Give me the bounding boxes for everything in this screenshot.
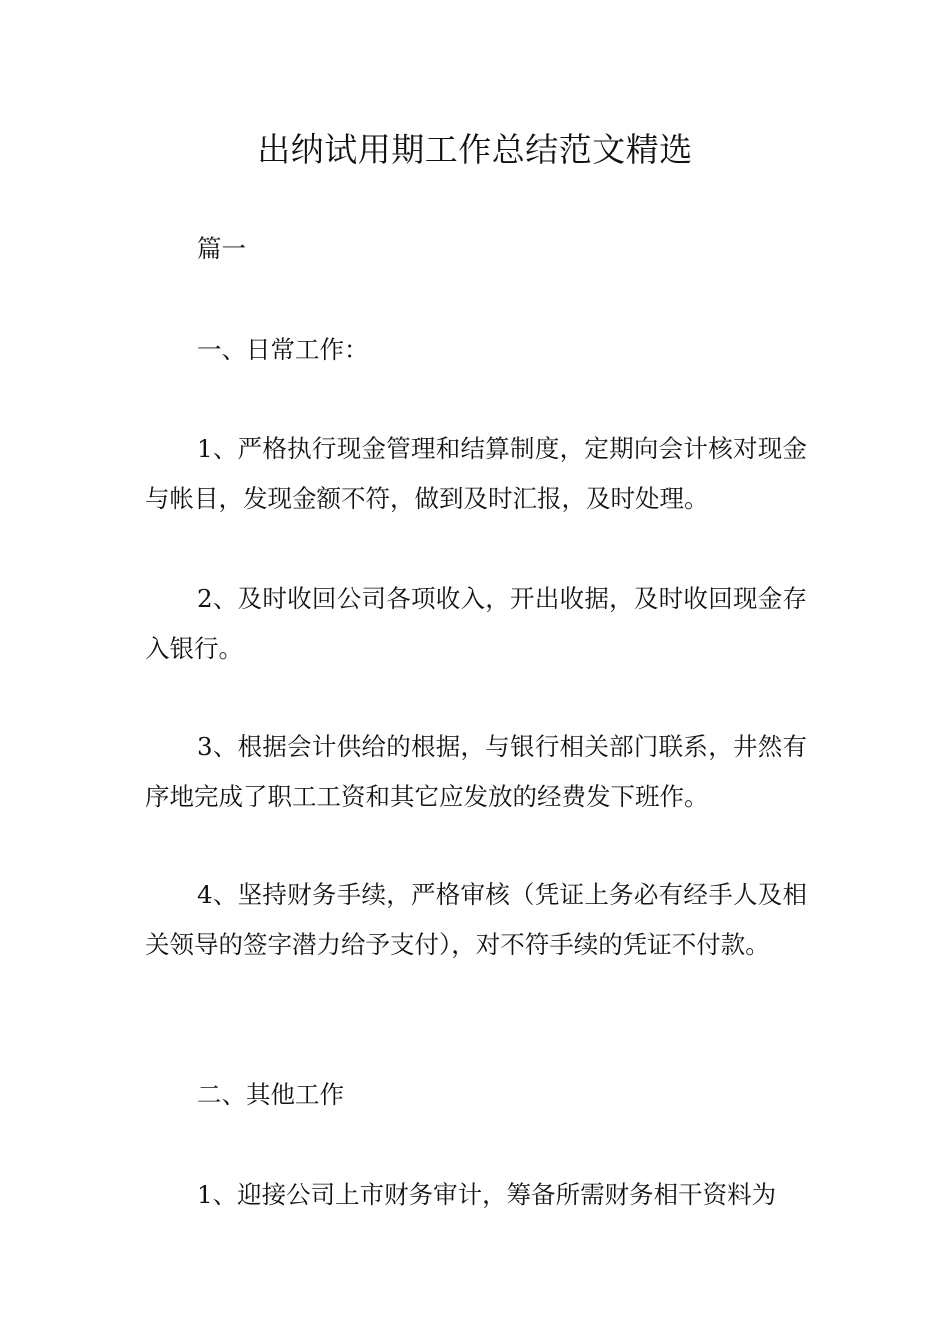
paragraph-item-5: 1、迎接公司上市财务审计，筹备所需财务相干资料为 [197,1180,777,1209]
paragraph-item-2: 2、及时收回公司各项收入，开出收据，及时收回现金存入银行。 [145,584,807,663]
heading-daily-work: 一、日常工作： [197,335,369,364]
paragraph-item-1: 1、严格执行现金管理和结算制度，定期向会计核对现金与帐目，发现金额不符，做到及时汇报，及时处理。 [145,434,807,513]
paragraph-item-4: 4、坚持财务手续，严格审核（凭证上务必有经手人及相关领导的签字潜力给予支付），对不符手续的凭证不付款。 [145,880,807,959]
paragraph-item-3: 3、根据会计供给的根据，与银行相关部门联系，井然有序地完成了职工工资和其它应发放的经费发下班作。 [145,732,807,811]
heading-other-work: 二、其他工作 [197,1080,344,1109]
section-label: 篇一 [197,234,246,263]
document-title: 出纳试用期工作总结范文精选 [257,130,693,169]
